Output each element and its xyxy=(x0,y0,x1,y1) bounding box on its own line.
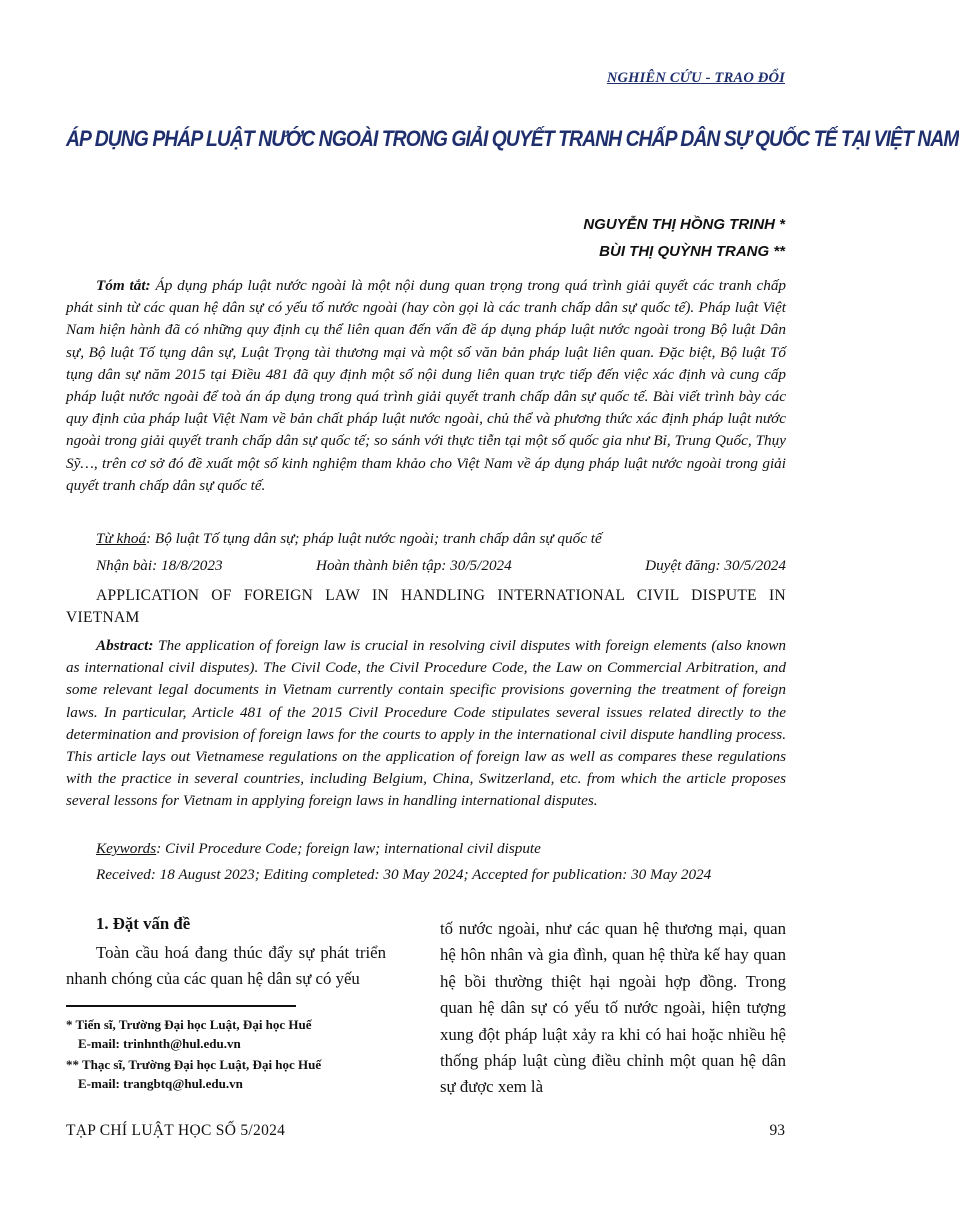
accepted-date: Duyệt đăng: 30/5/2024 xyxy=(645,557,786,574)
journal-name: TẠP CHÍ LUẬT HỌC SỐ 5/2024 xyxy=(66,1122,286,1139)
keywords-vi-label: Từ khoá xyxy=(96,530,147,547)
author-2: BÙI THỊ QUỲNH TRANG ** xyxy=(599,243,785,260)
keywords-english xyxy=(96,840,786,858)
english-title: APPLICATION OF FOREIGN LAW IN HANDLING INTERNATIONAL CIVIL DISPUTE IN VIETNAM xyxy=(66,587,786,626)
edited-date: Hoàn thành biên tập: 30/5/2024 xyxy=(316,557,512,574)
abstract-en-label: Abstract: xyxy=(96,637,154,654)
received-date: Nhận bài: 18/8/2023 xyxy=(96,557,223,574)
keywords-en-label: Keywords xyxy=(96,840,157,857)
page-number: 93 xyxy=(769,1122,785,1139)
abstract-english xyxy=(66,635,786,813)
footnote-2 xyxy=(66,1055,321,1093)
footnote-2-affiliation: ** Thạc sĩ, Trường Đại học Luật, Đại học Huế xyxy=(66,1057,322,1072)
body-right-column: tố nước ngoài, như các quan hệ thương mại, quan hệ hôn nhân và gia đình, quan hệ thừa kế hay quan hệ bồi thường thiệt hại ngoài hợp đồng. Trong quan hệ dân sự có yếu tố nước ngoài, hiện tượng xung đột pháp luật xảy ra khi có hai hoặc nhiều hệ thống pháp luật cùng điều chỉnh một quan hệ dân sự được xem là xyxy=(440,919,786,1097)
abstract-vi-label: Tóm tắt: xyxy=(96,277,151,294)
body-left-column: Toàn cầu hoá đang thúc đẩy sự phát triển nhanh chóng của các quan hệ dân sự có yếu xyxy=(66,943,386,989)
footnote-2-email: E-mail: trangbtq@hul.edu.vn xyxy=(78,1076,243,1091)
abstract-vietnamese xyxy=(66,275,786,497)
author-1: NGUYỄN THỊ HỒNG TRINH * xyxy=(583,216,785,233)
abstract-en-text: The application of foreign law is crucial in resolving civil disputes with foreign elements (also known as international civil disputes). The Civil Code, the Civil Procedure Code, the Law on Commercial Arbitration, and some relevant legal documents in Vietnam currently contain specific provisions governing the treatment of foreign laws. In particular, Article 481 of the 2015 Civil Procedure Code stipulates several issues related directly to the determination and provision of foreign laws for the courts to apply in the international civil dispute handling process. This article lays out Vietnamese regulations on the application of foreign law as well as compares these regulations with the practice in several countries, including Belgium, China, Switzerland, etc. from which the article proposes several lessons for Vietnam in applying foreign laws in handling international disputes. xyxy=(66,637,786,810)
section-tag: NGHIÊN CỨU - TRAO ĐỔI xyxy=(606,70,785,86)
dates-english: Received: 18 August 2023; Editing completed: 30 May 2024; Accepted for publication: 30 May 2024 xyxy=(96,866,712,883)
footnote-divider xyxy=(66,1005,296,1007)
keywords-vietnamese xyxy=(96,530,786,548)
footnote-1-email: E-mail: trinhnth@hul.edu.vn xyxy=(78,1036,241,1051)
keywords-en-text: : Civil Procedure Code; foreign law; international civil dispute xyxy=(156,840,541,857)
abstract-vi-text: Áp dụng pháp luật nước ngoài là một nội dung quan trọng trong quá trình giải quyết các tranh chấp phát sinh từ các quan hệ dân sự có yếu tố nước ngoài (hay còn gọi là các tranh chấp dân sự quốc tế). Pháp luật Việt Nam hiện hành đã có những quy định cụ thể liên quan đến vấn đề áp dụng pháp luật nước ngoài trong Bộ luật Dân sự, Bộ luật Tố tụng dân sự, Luật Trọng tài thương mại và một số văn bản pháp luật liên quan. Đặc biệt, Bộ luật Tố tụng dân sự năm 2015 tại Điều 481 đã quy định một số nội dung liên quan trực tiếp đến việc xác định và cung cấp pháp luật nước ngoài để toà án áp dụng trong quá trình giải quyết tranh chấp dân sự quốc tế. Bài viết trình bày các quy định của pháp luật Việt Nam về bản chất pháp luật nước ngoài, chủ thể và phương thức xác định pháp luật nước ngoài trong giải quyết tranh chấp dân sự quốc tế; so sánh với thực tiễn tại một số quốc gia như Bỉ, Trung Quốc, Thụy Sỹ…, trên cơ sở đó đề xuất một số kinh nghiệm tham khảo cho Việt Nam về áp dụng pháp luật nước ngoài trong giải quyết tranh chấp dân sự quốc tế. xyxy=(66,277,787,494)
article-title: ÁP DỤNG PHÁP LUẬT NƯỚC NGOÀI TRONG GIẢI QUYẾT TRANH CHẤP DÂN SỰ QUỐC TẾ TẠI VIỆT NAM xyxy=(66,126,959,151)
keywords-vi-text: : Bộ luật Tố tụng dân sự; pháp luật nước ngoài; tranh chấp dân sự quốc tế xyxy=(146,530,602,547)
footnote-1-affiliation: * Tiến sĩ, Trường Đại học Luật, Đại học Huế xyxy=(66,1017,312,1032)
footnote-1 xyxy=(66,1015,312,1053)
section-heading: 1. Đặt vấn đề xyxy=(96,914,191,933)
